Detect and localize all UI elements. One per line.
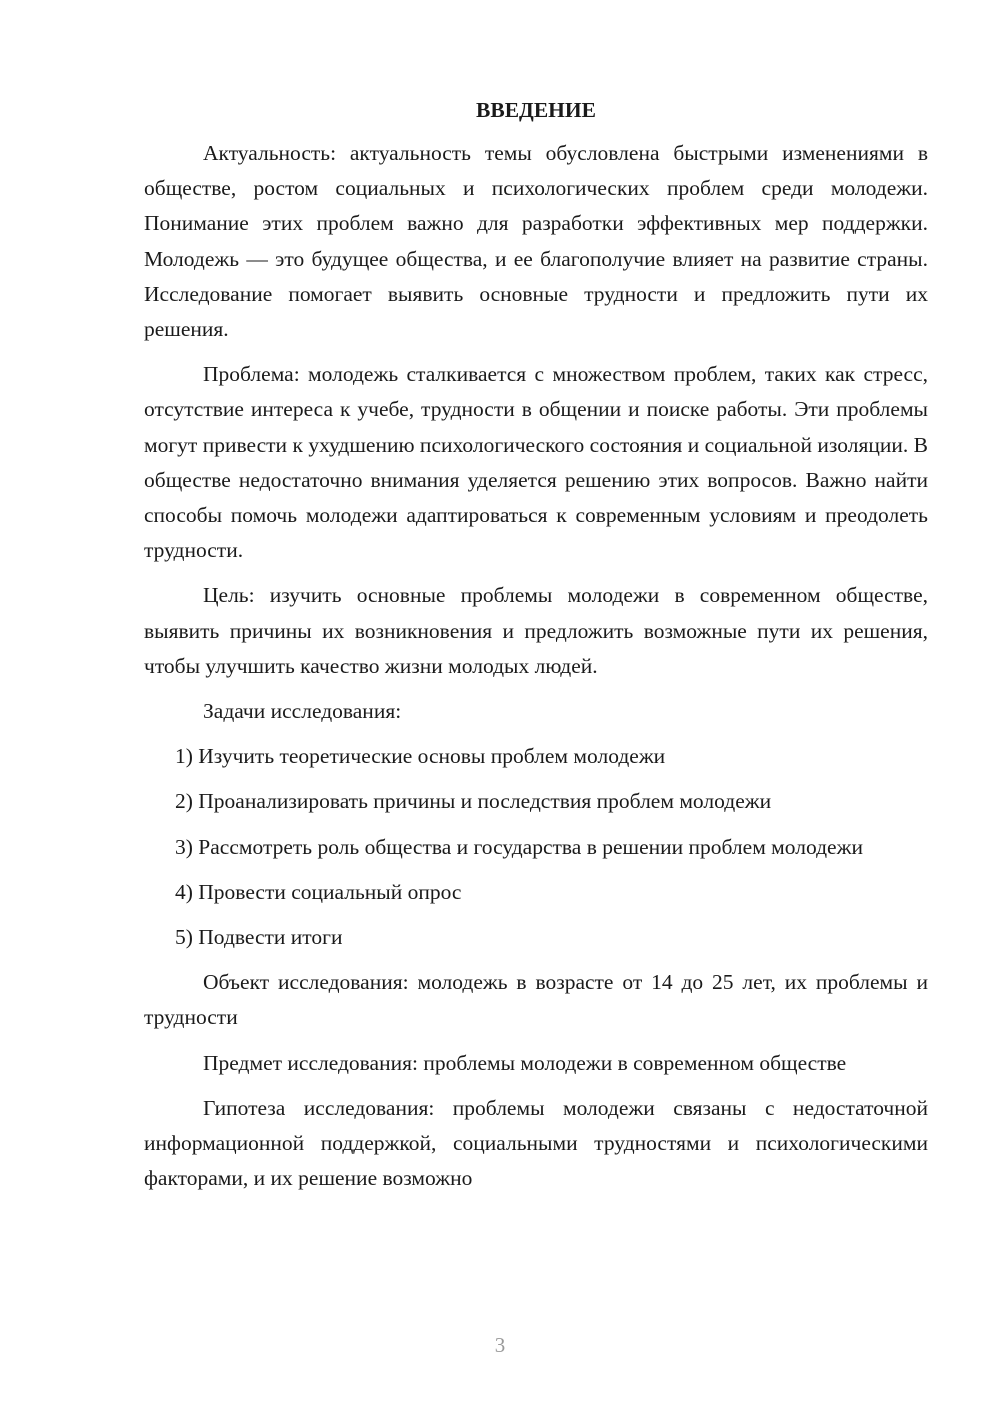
- task-item-3: 3) Рассмотреть роль общества и государства в решении проблем молодежи: [175, 834, 863, 859]
- page-title: ВВЕДЕНИЕ: [476, 98, 596, 122]
- task-item-5: 5) Подвести итоги: [175, 925, 343, 950]
- paragraph-goal: Цель: изучить основные проблемы молодежи в современном обществе, выявить причины их возникновения и предложить возможные пути их решения, чтобы улучшить качество жизни молодых людей.: [144, 583, 928, 678]
- page-content: [144, 96, 928, 1206]
- page-number: 3: [494, 1333, 506, 1357]
- paragraph-relevance: Актуальность: актуальность темы обусловлена быстрыми изменениями в обществе, ростом социальных и психологических проблем среди молодежи. Понимание этих проблем важно для разработки эффективных мер поддержки. Молодежь — это будущее общества, и ее благополучие влияет на развитие страны. Исследование помогает выявить основные трудности и предложить пути их решения.: [144, 141, 928, 342]
- paragraph-hypothesis: Гипотеза исследования: проблемы молодежи связаны с недостаточной информационной поддержкой, социальными трудностями и психологическими факторами, и их решение возможно: [144, 1095, 928, 1191]
- tasks-heading: Задачи исследования:: [203, 699, 402, 724]
- task-item-4: 4) Провести социальный опрос: [175, 879, 462, 904]
- task-item-2: 2) Проанализировать причины и последствия проблем молодежи: [175, 789, 772, 814]
- paragraph-subject: Предмет исследования: проблемы молодежи в современном обществе: [203, 1050, 847, 1075]
- task-item-1: 1) Изучить теоретические основы проблем молодежи: [175, 744, 666, 769]
- paragraph-problem: Проблема: молодежь сталкивается с множеством проблем, таких как стресс, отсутствие интереса к учебе, трудности в общении и поиске работы. Эти проблемы могут привести к ухудшению психологического состояния и социальной изоляции. В обществе недостаточно внимания уделяется решению этих вопросов. Важно найти способы помочь молодежи адаптироваться к современным условиям и преодолеть трудности.: [144, 362, 928, 563]
- paragraph-object: Объект исследования: молодежь в возрасте от 14 до 25 лет, их проблемы и трудности: [144, 970, 928, 1030]
